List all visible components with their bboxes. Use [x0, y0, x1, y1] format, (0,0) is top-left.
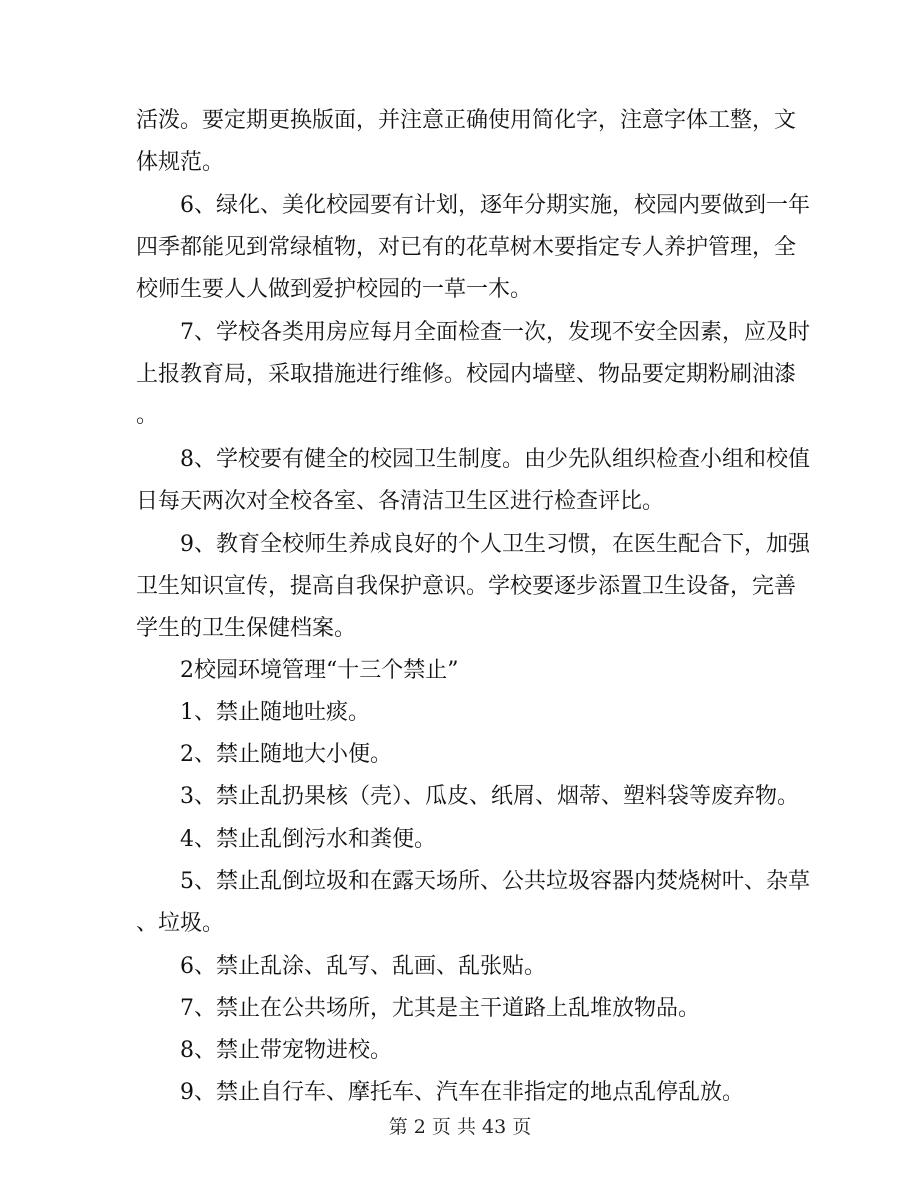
text-line-24: 9、禁止自行车、摩托车、汽车在非指定的地点乱停乱放。: [180, 1080, 744, 1105]
text-line-21: 6、禁止乱涂、乱写、乱画、乱张贴。: [180, 954, 546, 979]
text-line-9: 8、学校要有健全的校园卫生制度。由少先队组织检查小组和校值: [180, 447, 810, 472]
text-line-2: 体规范。: [136, 150, 225, 175]
text-line-13: 学生的卫生保健档案。: [136, 616, 357, 641]
section-heading: 2校园环境管理“十三个禁止”: [180, 658, 459, 683]
text-line-10: 日每天两次对全校各室、各清洁卫生区进行检查评比。: [136, 489, 665, 514]
text-line-19: 5、禁止乱倒垃圾和在露天场所、公共垃圾容器内焚烧树叶、杂草: [180, 869, 810, 894]
text-line-6: 7、学校各类用房应每月全面检查一次，发现不安全因素，应及时: [180, 320, 810, 345]
text-line-23: 8、禁止带宠物进校。: [180, 1038, 392, 1063]
text-line-15: 1、禁止随地吐痰。: [180, 700, 370, 725]
text-line-1: 活泼。要定期更换版面，并注意正确使用简化字，注意字体工整，文: [136, 108, 797, 133]
text-line-4: 四季都能见到常绿植物，对已有的花草树木要指定专人养护管理，全: [136, 235, 797, 260]
text-line-12: 卫生知识宣传，提高自我保护意识。学校要逐步添置卫生设备，完善: [136, 574, 797, 599]
text-line-16: 2、禁止随地大小便。: [180, 742, 392, 767]
text-line-3: 6、绿化、美化校园要有计划，逐年分期实施，校园内要做到一年: [180, 193, 810, 218]
text-line-20: 、垃圾。: [136, 911, 225, 936]
text-line-8: 。: [136, 403, 159, 428]
text-line-11: 9、教育全校师生养成良好的个人卫生习惯，在医生配合下，加强: [180, 532, 810, 557]
page-number-footer: 第 2 页 共 43 页: [388, 1116, 532, 1138]
text-line-18: 4、禁止乱倒污水和粪便。: [180, 827, 436, 852]
text-line-22: 7、禁止在公共场所，尤其是主干道路上乱堆放物品。: [180, 996, 700, 1021]
text-line-5: 校师生要人人做到爱护校园的一草一木。: [136, 277, 533, 302]
text-line-7: 上报教育局，采取措施进行维修。校园内墙壁、物品要定期粉刷油漆: [136, 362, 797, 387]
text-line-17: 3、禁止乱扔果核（壳）、瓜皮、纸屑、烟蒂、塑料袋等废弃物。: [180, 784, 799, 809]
